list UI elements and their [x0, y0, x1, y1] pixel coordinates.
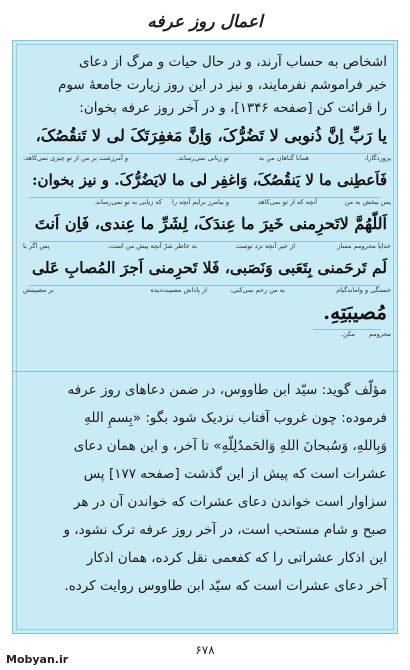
body-line-2: فرموده: چون غروب آفتاب نزدیک شود بگو: «بِسمِ اللهِ [84, 410, 387, 426]
gloss: تو زیانی نمی‌رساند، [176, 154, 229, 162]
intro-line-3: را قرائت کن [صفحه ۱۳۴۶]، و در آخر روز عرفه بخوان: [79, 100, 387, 116]
gloss: که زیانی به تو نمی‌رساند. [93, 198, 162, 206]
gloss: خستگی و واماندگیام [336, 286, 391, 294]
gloss: و بیامرز برایم آنچه را [172, 198, 229, 206]
page-number: ۶۷۸ [195, 643, 215, 657]
body-line-3: وَبِاللهِ، وَسُبحانَ اللهِ وَالحَمدُلِلّهِ» تا آخر، و این همان دعای [73, 438, 387, 454]
section-divider [13, 371, 397, 372]
gloss-divider [29, 241, 381, 242]
gloss: از پاداش مصیبت‌دیده [150, 286, 207, 294]
body-line-5: سزاوار است خواندن دعای عشرات که خواندن آن در هر [73, 494, 387, 510]
page-title: اعمال روز عرفه [147, 12, 263, 32]
body-line-6: صبح و شام مستحب است، در آخر روز عرفه ترک نشود، و [63, 522, 387, 538]
body-line-8: آخر دعای عشرات است که سیّد ابن طاووس روایت کرده. [64, 578, 387, 594]
body-line-7: این اذکار عشراتی را که کفعمی نقل کرده، همان اذکار [86, 550, 387, 566]
gloss: و آمرزشت بر من از تو چیزی نمی‌کاهد، [23, 154, 129, 162]
gloss: از خیر آنچه نزد توست [235, 242, 295, 250]
gloss: خدایا محرومم مساز [337, 242, 391, 250]
body-line-1: مؤلّف گوید: سیّد ابن طاووس، در ضمن دعاهای روز عرفه [67, 382, 387, 398]
gloss: بر مصیبتش [23, 286, 54, 294]
intro-line-1: اشخاص به حساب آرند، و در حال حیات و مرگ از دعای [79, 54, 387, 70]
intro-line-2: خیر فراموشم نفرمایند، و نیز در این روز زیارت جامعهٔ سوم [58, 77, 387, 93]
gloss: پس ببخش به من [344, 198, 391, 206]
gloss: آنچه که از تو نمی‌کاهد [257, 198, 317, 206]
gloss: به خاطر شرّ آنچه پیش من است، [108, 242, 197, 250]
gloss: به من رحم نمی‌کنی، [230, 286, 285, 294]
content-box [12, 40, 398, 634]
dua-arabic-1: یا رَبِّ اِنَّ ذُنوبی لا تَضُرُّکَ، وَاِنَّ مَغفِرَتَکَ لی لا تَنقُصُکَ، [35, 126, 387, 145]
site-watermark[interactable]: Mobyan.ir [6, 653, 69, 666]
gloss: محرومم [368, 330, 391, 338]
dua-arabic-5: مُصیبَتِهِ. [323, 300, 387, 324]
gloss: پس اگر با [23, 242, 50, 250]
gloss: پروردگارا، [364, 154, 391, 162]
dua-arabic-3: اَللّهُمَّ لاتَحرِمنی خَیرَ ما عِندَکَ، لِشَرِّ ما عِندی، فَاِن اَنتَ [34, 214, 387, 233]
gloss: همانا گناهان من به [258, 154, 309, 162]
dua-arabic-2: فَاَعطِنی ما لا یَنقُصُکَ، وَاغفِر لی ما لایَضُرُّکَ. و نیز بخوان: [32, 171, 387, 189]
body-line-4: عشرات است که پیش از این گذشت [صفحه ۱۷۷] پس [83, 466, 387, 482]
gloss: مکن. [340, 330, 355, 338]
dua-arabic-4: لَم تَرحَمنی بِتَعَبی وَنَصَبی، فَلا تَحرِمنی اَجرَ المُصابِ عَلی [31, 258, 387, 277]
